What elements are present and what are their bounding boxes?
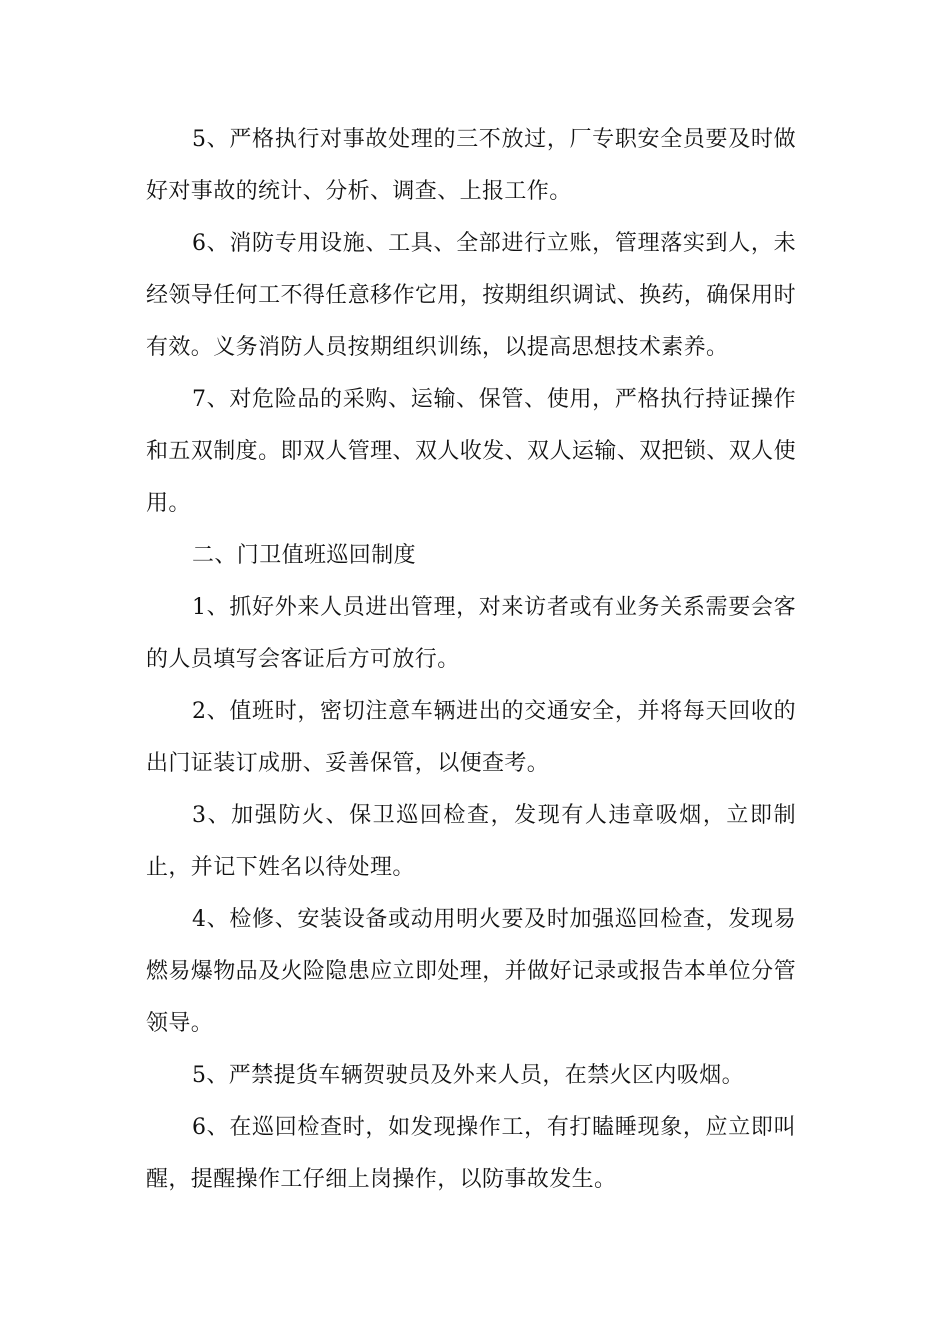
paragraph-fire-equipment: 6、消防专用设施、工具、全部进行立账，管理落实到人，未经领导任何工不得任意移作它用，按期组织调试、换药，确保用时有效。义务消防人员按期组织训练，以提高思想技术素养。 [146, 231, 796, 360]
paragraph-hazardous-goods: 7、对危险品的采购、运输、保管、使用，严格执行持证操作和五双制度。即双人管理、双人收发、双人运输、双把锁、双人使用。 [146, 387, 796, 516]
paragraph-visitor-management: 1、抓好外来人员进出管理，对来访者或有业务关系需要会客的人员填写会客证后方可放行。 [146, 595, 796, 672]
paragraph-fire-patrol: 3、加强防火、保卫巡回检查，发现有人违章吸烟，立即制止，并记下姓名以待处理。 [146, 803, 796, 880]
paragraph-open-flame-inspection: 4、检修、安装设备或动用明火要及时加强巡回检查，发现易燃易爆物品及火险隐患应立即处理，并做好记录或报告本单位分管领导。 [146, 907, 796, 1036]
paragraph-patrol-wakeup: 6、在巡回检查时，如发现操作工，有打瞌睡现象，应立即叫醒，提醒操作工仔细上岗操作，以防事故发生。 [146, 1115, 796, 1192]
document-body [146, 114, 796, 1206]
section-heading-gate-patrol: 二、门卫值班巡回制度 [192, 543, 417, 568]
paragraph-vehicle-safety: 2、值班时，密切注意车辆进出的交通安全，并将每天回收的出门证装订成册、妥善保管，以便查考。 [146, 699, 796, 776]
paragraph-no-smoking: 5、严禁提货车辆贺驶员及外来人员，在禁火区内吸烟。 [192, 1063, 744, 1088]
paragraph-accident-handling: 5、严格执行对事故处理的三不放过，厂专职安全员要及时做好对事故的统计、分析、调查、上报工作。 [146, 127, 796, 204]
